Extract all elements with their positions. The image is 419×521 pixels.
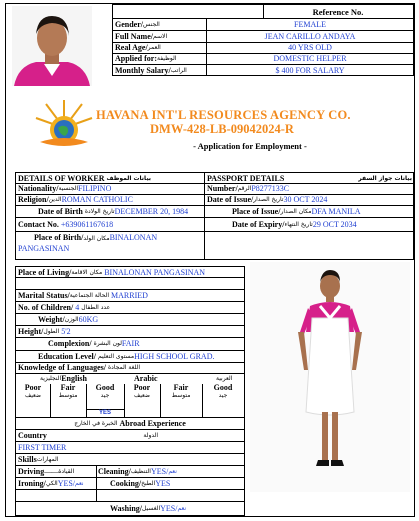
worker-details-title: DETAILS OF WORKER بيانات الموظف (18, 173, 152, 183)
english-level-mark: YES (98, 410, 111, 416)
header-table (112, 4, 414, 76)
dob-row: Date of Birth تاريخ الولادة DECEMBER 20, 1984 (38, 206, 189, 216)
lang-level-arabic-poor: Poor ضعيف (133, 383, 151, 399)
passport-number-row: Number/ الرقم P8277133C (207, 184, 290, 193)
arabic-header: Arabic (134, 374, 158, 383)
skill-cooking: Cooking/ الطبخ YES (110, 478, 171, 488)
age-label: Real Age/ العمر (115, 43, 161, 52)
marital-status-row: Marital Status/ الحالة الجتماعية MARRIED (18, 290, 148, 300)
skills-header: Skills المهارات (18, 454, 59, 464)
skill-driving: Driving —— القيادة (18, 466, 75, 476)
skill-washing: Washing/ الغسيل YES/ نعم (110, 503, 187, 513)
details-table (15, 172, 414, 260)
place-of-living-row: Place of Living/ مكان الاقامة BINALONAN PANGASINAN (18, 267, 206, 277)
applied-for-label: Applied for: الوظيفة (115, 54, 177, 63)
skill-cleaning: Cleaning/ التنظيف YES/ نعم (98, 466, 177, 476)
issue-place-row: Place of Issue/ مكان الصدار DFA MANILA (232, 206, 361, 216)
abroad-experience-title: الخبرة في الخارج Abroad Experience (74, 418, 186, 428)
fullname-value: JEAN CARILLO ANDAYA (264, 31, 356, 41)
children-row: No. of Children/ 4 عدد الطفال (18, 302, 111, 312)
salary-label: Monthly Salary/ الراتب (115, 65, 187, 75)
languages-row: Knowledge of Languages/ اللغة المجادة (18, 363, 140, 372)
personal-table (15, 266, 245, 516)
salary-value: $ 400 FOR SALARY (275, 65, 345, 75)
skill-ironing: Ironing/ الكي YES/ نعم (18, 478, 84, 488)
english-header: النجليزية English (40, 374, 87, 383)
issue-date-row: Date of Issue/ تاريخ الصدار 30 OCT 2024 (207, 195, 328, 204)
expiry-row: Date of Expiry/ تاريخ النتهاء 29 OCT 2034 (232, 219, 357, 229)
form-subtitle: - Application for Employment - (193, 141, 307, 151)
complexion-row: Complexion/ لون البشرة FAIR (48, 339, 140, 348)
lang-level-arabic-good: Good جيد (213, 383, 233, 399)
applied-for-value: DOMESTIC HELPER (273, 54, 347, 63)
headshot-photo (12, 6, 92, 86)
height-row: Height/ الطول 5'2 (18, 326, 71, 336)
contact-row: Contact No. +639061167618 (18, 219, 114, 229)
age-value: 40 YRS OLD (288, 43, 332, 52)
experience-value: FIRST TIMER (18, 442, 67, 452)
passport-details-title: PASSPORT DETAILS بيانات جواز السفر (207, 173, 412, 183)
full-body-photo (250, 262, 410, 492)
nationality-row: Nationality/ الجنسية FILIPINO (18, 184, 112, 193)
weight-row: Weight/ الوزن 60KG (38, 314, 99, 324)
gender-label: Gender/ الجنس (115, 19, 160, 29)
gender-value: FEMALE (294, 19, 326, 29)
agency-name: HAVANA INT'L RESOURCES AGENCY CO. (96, 108, 351, 122)
arabic-header-ar: العربية (216, 375, 233, 382)
lang-level-english-poor: Poor ضعيف (24, 383, 42, 399)
education-row: Education Level/ مستوى التعليم HIGH SCHOOL GRAD. (38, 351, 215, 361)
lang-level-english-fair: Fair متوسط (58, 383, 78, 399)
agency-license: DMW-428-LB-09042024-R (150, 122, 294, 136)
fullname-label: Full Name/ الاسم (115, 31, 168, 41)
lang-level-arabic-fair: Fair متوسط (171, 383, 191, 399)
agency-logo (34, 98, 94, 154)
reference-label: Reference No. (312, 6, 364, 17)
birth-place-row: Place of Birth/مكان الولدBINALONAN PANGASINAN (18, 233, 158, 253)
lang-level-english-good: Good جيد (95, 383, 115, 399)
religion-row: Religion/ الدين ROMAN CATHOLIC (18, 195, 133, 204)
country-header: Country الدولة (18, 430, 158, 440)
